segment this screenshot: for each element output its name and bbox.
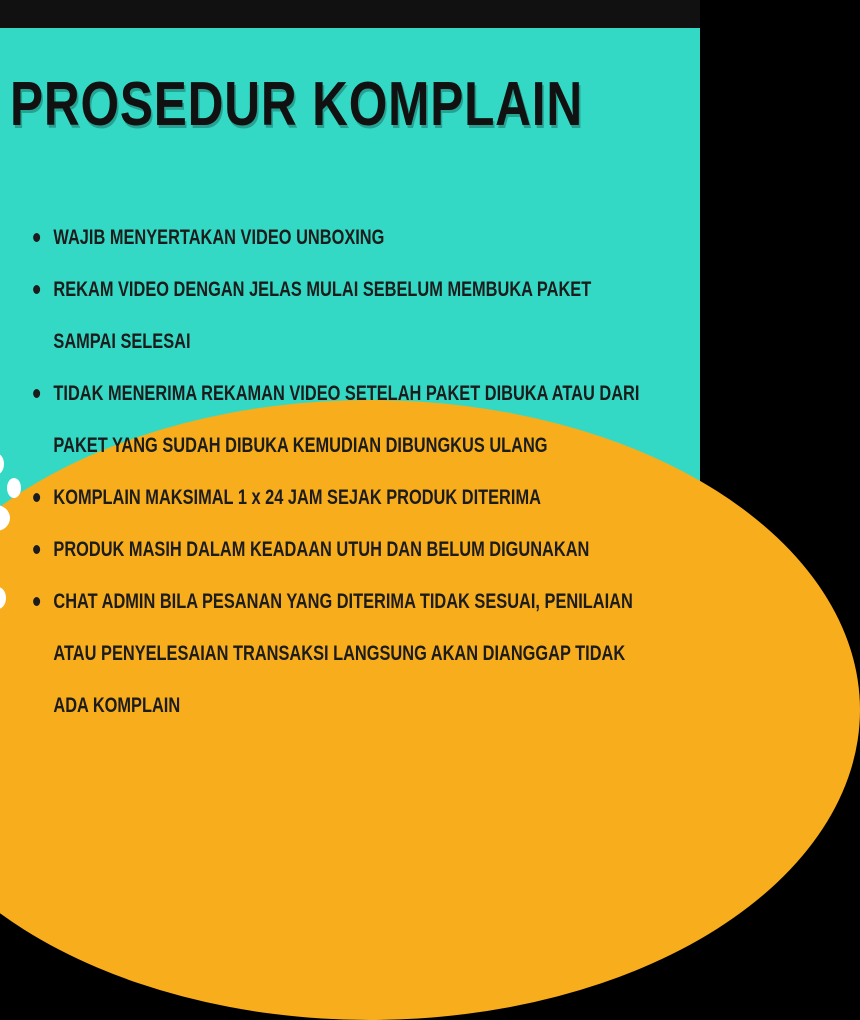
list-item-text: ATAU PENYELESAIAN TRANSAKSI LANGSUNG AKAN DIANGGAP TIDAK <box>53 642 626 665</box>
list-item-text: WAJIB MENYERTAKAN VIDEO UNBOXING <box>53 226 385 249</box>
bullet-icon <box>33 233 40 242</box>
list-item <box>30 368 670 472</box>
list-item-text: KOMPLAIN MAKSIMAL 1 x 24 JAM SEJAK PRODUK DITERIMA <box>53 486 541 509</box>
bullet-icon <box>33 389 40 398</box>
list-item <box>30 576 670 732</box>
list-item-text: CHAT ADMIN BILA PESANAN YANG DITERIMA TIDAK SESUAI, PENILAIAN <box>53 590 633 613</box>
list-item-text: PAKET YANG SUDAH DIBUKA KEMUDIAN DIBUNGKUS ULANG <box>53 434 548 457</box>
list-item-text: SAMPAI SELESAI <box>53 330 191 353</box>
list-item <box>30 264 670 368</box>
page-title: PROSEDUR KOMPLAIN <box>10 70 584 139</box>
bullet-icon <box>33 285 40 294</box>
list-item <box>30 524 670 576</box>
list-item <box>30 472 670 524</box>
bullet-icon <box>33 597 40 606</box>
list-item-text: ADA KOMPLAIN <box>53 694 181 717</box>
list-item-text: PRODUK MASIH DALAM KEADAAN UTUH DAN BELUM DIGUNAKAN <box>53 538 590 561</box>
bullet-icon <box>33 493 40 502</box>
complaint-rules-list <box>30 212 670 732</box>
list-item-text: REKAM VIDEO DENGAN JELAS MULAI SEBELUM MEMBUKA PAKET <box>53 278 592 301</box>
list-item-text: TIDAK MENERIMA REKAMAN VIDEO SETELAH PAKET DIBUKA ATAU DARI <box>53 382 640 405</box>
poster <box>0 28 700 717</box>
bullet-icon <box>33 545 40 554</box>
list-item <box>30 212 670 264</box>
